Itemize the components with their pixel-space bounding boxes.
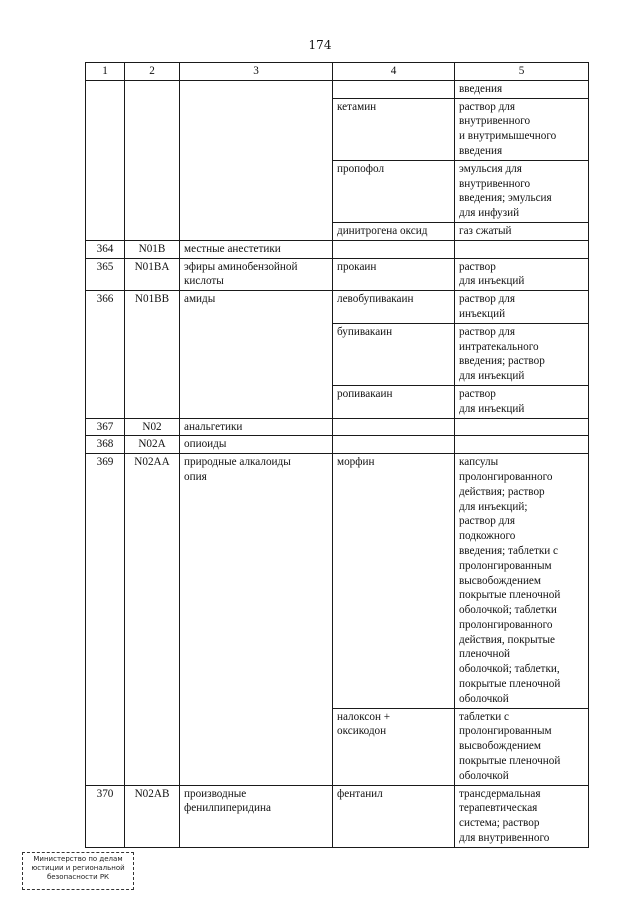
drug-name-text: морфин [337, 456, 375, 469]
dosage-form-text: капсулы пролонгированного действия; раствор для инъекций; раствор для подкожного введения; таблетки с пролонгированным высвобождением покрытые пленочной оболочкой; таблетки пролонгированного действия, покрытые пленочной оболочкой; таблетки, покрытые пленочной оболочкой [459, 456, 561, 705]
dosage-form [455, 385, 589, 418]
group-name-text: анальгетики [184, 420, 243, 433]
group-name [180, 418, 333, 436]
dosage-form-text: эмульсия для внутривенного введения; эмульсия для инфузий [459, 162, 552, 220]
table-row [86, 258, 589, 291]
group-name-text: эфиры аминобензойной кислоты [184, 260, 298, 288]
atc-code-text: N02A [138, 438, 166, 451]
dosage-form [455, 323, 589, 385]
drug-name-text: фентанил [337, 787, 383, 800]
row-number-text: 369 [96, 456, 114, 469]
drug-table [85, 62, 589, 848]
atc-code [125, 436, 180, 454]
row-number [86, 785, 125, 847]
group-name-text: опиоиды [184, 438, 227, 451]
drug-name-text: кетамин [337, 100, 377, 113]
atc-code [125, 258, 180, 291]
dosage-form [455, 258, 589, 291]
row-number [86, 291, 125, 418]
drug-name [333, 258, 455, 291]
dosage-form-text: введения [459, 82, 503, 95]
row-number [86, 454, 125, 786]
dosage-form [455, 80, 589, 98]
dosage-form [455, 418, 589, 436]
atc-code-text: N01BB [134, 293, 170, 306]
drug-name [333, 785, 455, 847]
dosage-form-text: таблетки с пролонгированным высвобождением покрытые пленочной оболочкой [459, 710, 561, 782]
group-name [180, 291, 333, 418]
group-name-text: амиды [184, 293, 216, 306]
atc-code-text: N02AB [134, 787, 170, 800]
dosage-form [455, 291, 589, 324]
row-number-text: 370 [96, 787, 114, 800]
page-number: 174 [308, 38, 332, 52]
dosage-form-text: газ сжатый [459, 224, 512, 237]
atc-code-text: N02AA [134, 456, 170, 469]
column-header: 4 [333, 63, 455, 81]
drug-name [333, 160, 455, 222]
atc-code-text: N02 [142, 420, 162, 433]
group-name [180, 80, 333, 240]
group-name-text: производные фенилпиперидина [184, 787, 271, 815]
dosage-form-text: раствор для интратекального введения; раствор для инъекций [459, 325, 545, 383]
row-number [86, 240, 125, 258]
dosage-form-text: раствор для инъекций [459, 387, 525, 415]
table-row [86, 418, 589, 436]
table-row [86, 436, 589, 454]
stamp-line: безопасности РК [46, 873, 110, 881]
dosage-form [455, 160, 589, 222]
drug-name-text: пропофол [337, 162, 385, 175]
drug-name [333, 454, 455, 709]
drug-name [333, 291, 455, 324]
atc-code [125, 454, 180, 786]
group-name [180, 436, 333, 454]
dosage-form-text: раствор для инъекций [459, 260, 525, 288]
drug-name-text: ропивакаин [337, 387, 393, 400]
drug-name [333, 323, 455, 385]
drug-name [333, 240, 455, 258]
atc-code-text: N01BA [134, 260, 170, 273]
group-name-text: природные алкалоиды опия [184, 456, 291, 483]
group-name-text: местные анестетики [184, 242, 281, 255]
table-body [86, 80, 589, 847]
row-number-text: 366 [96, 293, 114, 306]
group-name [180, 785, 333, 847]
drug-name [333, 222, 455, 240]
row-number [86, 258, 125, 291]
row-number-text: 367 [96, 420, 114, 433]
drug-name-text: бупивакаин [337, 325, 393, 338]
dosage-form-text: раствор для инъекций [459, 293, 516, 320]
dosage-form [455, 708, 589, 785]
drug-name [333, 98, 455, 160]
drug-name [333, 418, 455, 436]
row-number-text: 368 [96, 438, 114, 451]
column-header: 3 [180, 63, 333, 81]
table-row [86, 80, 589, 98]
table-row [86, 240, 589, 258]
stamp-line: юстиции и региональной [31, 864, 125, 872]
drug-name-text: прокаин [337, 260, 377, 273]
row-number-text: 365 [96, 260, 114, 273]
registration-stamp [22, 852, 134, 890]
dosage-form [455, 222, 589, 240]
row-number [86, 436, 125, 454]
column-header: 2 [125, 63, 180, 81]
dosage-form-text: раствор для внутривенного и внутримышечного введения [459, 100, 557, 157]
dosage-form [455, 454, 589, 709]
drug-name [333, 708, 455, 785]
drug-name [333, 80, 455, 98]
column-header: 5 [455, 63, 589, 81]
group-name [180, 240, 333, 258]
dosage-form [455, 98, 589, 160]
dosage-form [455, 240, 589, 258]
atc-code [125, 80, 180, 240]
atc-code-text: N01B [138, 242, 166, 255]
table-header-row [86, 63, 589, 81]
atc-code [125, 418, 180, 436]
table-row [86, 454, 589, 709]
group-name [180, 258, 333, 291]
table-row [86, 785, 589, 847]
group-name [180, 454, 333, 786]
drug-name [333, 436, 455, 454]
atc-code [125, 785, 180, 847]
column-header: 1 [86, 63, 125, 81]
drug-name-text: налоксон + оксикодон [337, 710, 391, 738]
atc-code [125, 240, 180, 258]
drug-name-text: левобупивакаин [337, 293, 414, 306]
dosage-form-text: трансдермальная терапевтическая система; раствор для внутривенного [459, 787, 550, 845]
table-row [86, 291, 589, 324]
drug-name [333, 385, 455, 418]
dosage-form [455, 436, 589, 454]
row-number [86, 418, 125, 436]
atc-code [125, 291, 180, 418]
row-number-text: 364 [96, 242, 114, 255]
row-number [86, 80, 125, 240]
dosage-form [455, 785, 589, 847]
drug-name-text: динитрогена оксид [337, 224, 428, 237]
stamp-line: Министерство по делам [33, 855, 123, 863]
